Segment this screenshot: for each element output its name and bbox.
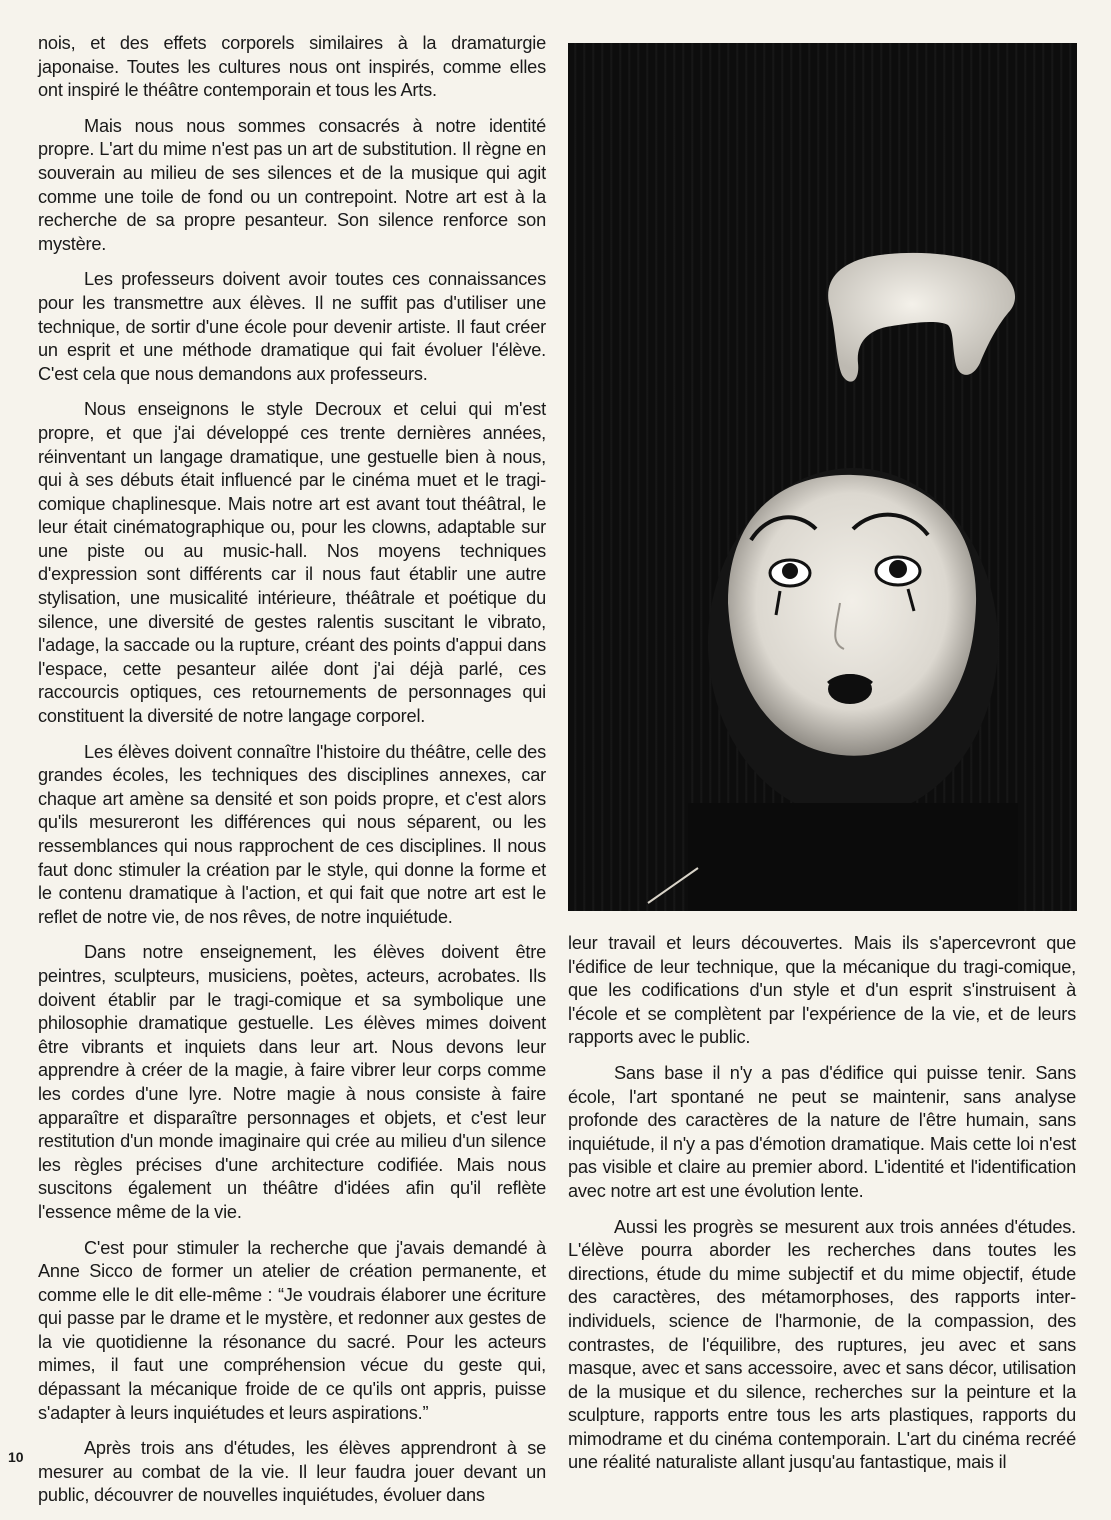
paragraph: Sans base il n'y a pas d'édifice qui puisse tenir. Sans école, l'art spontané ne peut se maintenir, sans analyse profonde des caractères de la nature de l'être humain, sans inquiétude, il n'y a pas d'émotion dramatique. Mais cette loi n'est pas visible et claire au premier abord. L'identité et l'identification avec notre art est une évolution lente. (568, 1062, 1076, 1201)
page-number: 10 (8, 1449, 24, 1465)
paragraph: Nous enseignons le style Decroux et celui qui m'est propre, et que j'ai développé ces trente dernières années, réinventant un langage dramatique, une gestuelle bien à nous, qui à ses débuts était influencé par le cinéma muet et le tragi-comique chaplinesque. Mais notre art est avant tout théâtral, le leur était cinématographique ou, pour les clowns, adaptable sur une piste ou au music-hall. Nos moyens techniques d'expression sont différents car il nous faut établir une autre stylisation, une musicalité intérieure, théâtrale et poétique du silence, une diversité de gestes ralentis suscitant le vibrato, l'adage, la saccade ou la rupture, créant des points d'appui dans l'espace, cette pesanteur ailée dont j'ai déjà parlé, ces raccourcis optiques, ces retournements de personnages qui constituent la diversité de notre langage corporel. (38, 399, 546, 727)
white-glove-hand (828, 253, 1015, 382)
paragraph: Après trois ans d'études, les élèves apprendront à se mesurer au combat de la vie. Il leur faudra jouer devant un public, découvrer de nouvelles inquiétudes, évoluer dans (38, 1438, 546, 1506)
paragraph: Les élèves doivent connaître l'histoire du théâtre, celle des grandes écoles, les techniques des disciplines annexes, car chaque art amène sa densité et son poids propre, et c'est alors qu'ils mesureront les différences qui nous séparent, ou les ressemblances qui nous rapprochent de ces disciplines. Il nous faut donc stimuler la création par le style, qui donne la forme et le contenu dramatique à l'action, et qui fait que notre art est le reflet de notre vie, de nos rêves, de notre inquiétude. (38, 741, 546, 927)
paragraph: nois, et des effets corporels similaires à la dramaturgie japonaise. Toutes les cultures nous ont inspirés, comme elles ont inspiré le théâtre contemporain et tous les Arts. (38, 33, 546, 101)
left-text-column (38, 32, 546, 1520)
paragraph: Les professeurs doivent avoir toutes ces connaissances pour les transmettre aux élèves. Il ne suffit pas d'utiliser une technique, de sortir d'une école pour devenir artiste. Il faut créer un esprit et une méthode dramatique qui fait évoluer l'élève. C'est cela que nous demandons aux professeurs. (38, 269, 546, 384)
mime-portrait-icon (568, 43, 1077, 911)
right-text-column (568, 932, 1076, 1487)
paragraph: Aussi les progrès se mesurent aux trois années d'études. L'élève pourra aborder les recherches dans toutes les directions, étude du mime subjectif et du mime objectif, étude des caractères, des métamorphoses, des rapports inter-individuels, science de l'harmonie, de la compassion, des contrastes, de l'équilibre, des ruptures, jeu avec et sans masque, avec et sans accessoire, avec et sans décor, utilisation de la musique et du silence, recherches sur la peinture et la sculpture, rapports entre tous les arts plastiques, rapports du mimodrame et du cinéma contemporain. L'art du cinéma recréé une réalité naturaliste allant jusqu'au fantastique, mais il (568, 1216, 1076, 1473)
paragraph: C'est pour stimuler la recherche que j'avais demandé à Anne Sicco de former un atelier de création permanente, et comme elle le dit elle-même : “Je voudrais élaborer une écriture qui passe par le drame et le mystère, et redonner aux gestes de la vie quotidienne la résonance du sacré. Pour les acteurs mimes, il faut une compréhension vécue du geste qui, dépassant la mécanique froide de ce qu'ils ont appris, puisse s'adapter à leurs inquiétudes et leurs aspirations.” (38, 1237, 546, 1423)
paragraph: leur travail et leurs découvertes. Mais ils s'apercevront que l'édifice de leur technique, que la mécanique du tragi-comique, que les codifications d'un style et d'un esprit s'instruisent à l'école et se complètent par l'expérience de la vie, et de leurs rapports avec le public. (568, 933, 1076, 1048)
paragraph: Dans notre enseignement, les élèves doivent être peintres, sculpteurs, musiciens, poètes, acteurs, acrobates. Ils doivent établir par le tragi-comique et sa symbolique une philosophie dramatique gestuelle. Les élèves mimes doivent être vibrants et inquiets dans leur art. Nous devons leur apprendre à créer de la magie, à faire vibrer leur corps comme les cordes d'une lyre. Notre magie à nous consiste à faire apparaître et disparaître personnages et objets, et c'est leur restitution d'un monde imaginaire qui crée au milieu d'un silence les règles précises d'une architecture codifiée. Mais nous suscitons également un théâtre d'idées afin qu'il reflète l'essence même de la vie. (38, 942, 546, 1222)
paragraph: Mais nous nous sommes consacrés à notre identité propre. L'art du mime n'est pas un art de substitution. Il règne en souverain au milieu de ses silences et de la musique qui agit comme une toile de fond ou un contrepoint. Notre art est à la recherche de sa propre pesanteur. Son silence renforce son mystère. (38, 115, 546, 254)
mime-face (728, 475, 976, 756)
mime-portrait-photo (568, 43, 1077, 911)
